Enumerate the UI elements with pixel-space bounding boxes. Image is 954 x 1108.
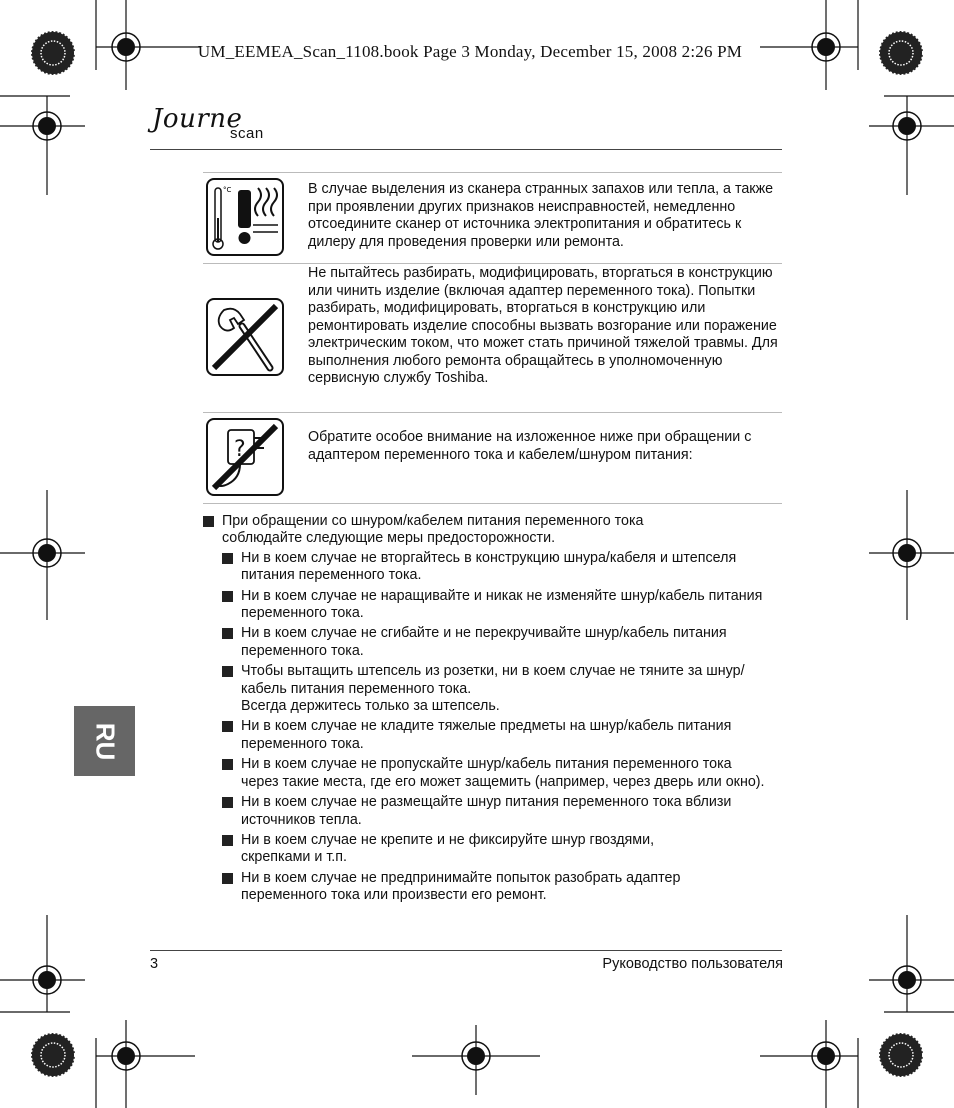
print-header: UM_EEMEA_Scan_1108.book Page 3 Monday, December 15, 2008 2:26 PM: [197, 42, 743, 61]
list-item: [222, 550, 793, 585]
bullet-square-icon: [222, 553, 233, 564]
list-item-text: Ни в коем случае не вторгайтесь в конструкцию шнура/кабеля и штепселя питания переменного тока.: [241, 549, 737, 584]
list-item-text: Ни в коем случае не сгибайте и не перекручивайте шнур/кабель питания переменного тока.: [241, 625, 727, 659]
list-item-text: Ни в коем случае не пропускайте шнур/кабель питания переменного тока через такие места, где его может защемить (например, через дверь или окно).: [241, 756, 765, 790]
bullet-square-icon: [222, 721, 233, 732]
bullet-square-icon: [222, 666, 233, 677]
bullet-square-icon: [222, 628, 233, 639]
list-item-text: Ни в коем случае не предпринимайте попыток разобрать адаптер переменного тока или произвести его ремонт.: [241, 869, 681, 904]
brand-logo-sub: scan: [230, 125, 264, 142]
warning-divider: [203, 172, 782, 173]
list-item: [222, 756, 793, 791]
precautions-list: [203, 513, 793, 908]
page-number: 3: [150, 956, 159, 972]
list-item: [222, 832, 793, 867]
svg-text:?: ?: [234, 437, 246, 462]
warning-text: Не пытайтесь разбирать, модифицировать, вторгаться в конструкцию или чинить изделие (включая адаптер переменного тока). Попытки разбирать, модифицировать, вторгаться в конструкцию или ремонтировать изделие способны вызвать возгорание или поражение электрическим током, что может стать причиной тяжелой травмы. Для выполнения любого ремонта обращайтесь в уполномоченную сервисную службу Toshiba.: [308, 265, 778, 386]
warning-divider: [203, 263, 782, 264]
footer-title: Руководство пользователя: [602, 956, 783, 972]
list-item: [222, 718, 793, 753]
footer-rule: [150, 950, 782, 951]
list-item: [222, 663, 793, 715]
list-item-text: Ни в коем случае не крепите и не фиксируйте шнур гвоздями, скрепками и т.п.: [241, 831, 655, 866]
brand-logo-script: Journe: [152, 104, 243, 134]
list-item-text: Ни в коем случае не размещайте шнур питания переменного тока вблизи источников тепла.: [241, 794, 732, 828]
svg-text:°C: °C: [223, 186, 232, 194]
bullet-square-icon: [222, 835, 233, 846]
bullet-square-icon: [222, 591, 233, 602]
warning-text: В случае выделения из сканера странных запахов или тепла, а также при проявлении других признаков неисправностей, немедленно отсоедините сканер от источника электропитания и обратитесь к дилеру для проведения проверки или ремонта.: [308, 181, 774, 250]
list-item-text: Ни в коем случае не наращивайте и никак не изменяйте шнур/кабель питания переменного тока.: [241, 587, 763, 622]
bullet-square-icon: [222, 873, 233, 884]
warning-text: Обратите особое внимание на изложенное ниже при обращении с адаптером переменного тока и кабелем/шнуром питания:: [308, 429, 752, 463]
list-item: [222, 625, 793, 660]
list-intro-text: При обращении со шнуром/кабелем питания переменного тока соблюдайте следующие меры предосторожности.: [222, 513, 644, 547]
bullet-square-icon: [203, 516, 214, 527]
bullet-square-icon: [222, 759, 233, 770]
no-disassembly-icon: [206, 298, 284, 376]
bullet-square-icon: [222, 797, 233, 808]
warning-divider: [203, 412, 782, 413]
list-item-text: Ни в коем случае не кладите тяжелые предметы на шнур/кабель питания переменного тока.: [241, 718, 732, 752]
language-tab-label: RU: [90, 722, 120, 760]
language-tab: [74, 706, 135, 776]
list-item: [203, 513, 793, 548]
list-item: [222, 794, 793, 829]
list-item-text: Чтобы вытащить штепсель из розетки, ни в коем случае не тяните за шнур/кабель питания переменного тока.: [241, 663, 745, 697]
hot-smell-warning-icon: [206, 178, 284, 256]
header-rule: [150, 149, 782, 150]
warning-divider: [203, 503, 782, 504]
adapter-caution-icon: [206, 418, 284, 496]
list-item: [222, 870, 793, 905]
list-item: [222, 588, 793, 623]
list-item-extra-text: Всегда держитесь только за штепсель.: [241, 698, 500, 715]
